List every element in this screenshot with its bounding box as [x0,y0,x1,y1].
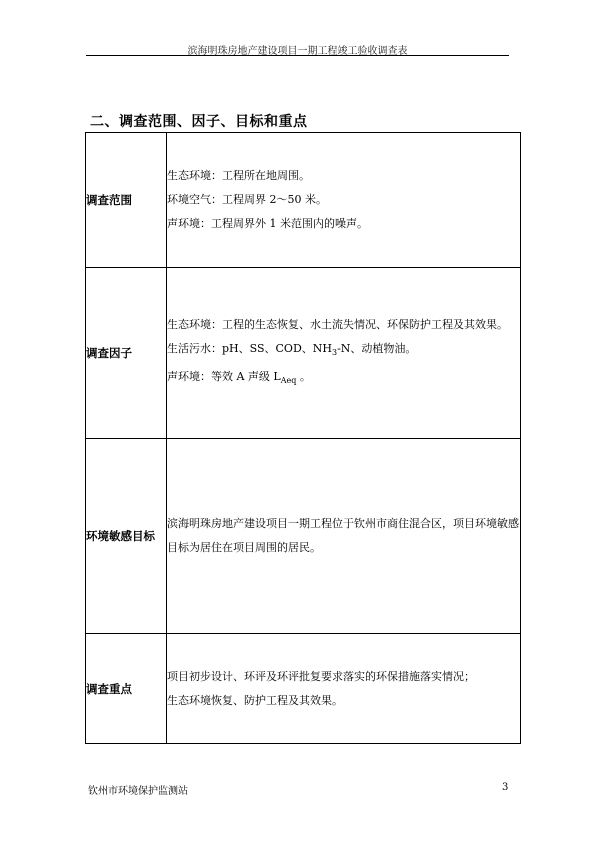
row-label: 调查范围 [86,133,167,268]
table-row [86,439,521,634]
section-title: 二、调查范围、因子、目标和重点 [90,114,308,130]
scope-line: 环境空气：工程周界 2～50 米。 [167,193,327,206]
page-header-title: 滨海明珠房地产建设项目一期工程竣工验收调查表 [187,46,408,57]
sensitive-target-text: 滨海明珠房地产建设项目一期工程位于钦州市商住混合区，项目环境敏感目标为居住在项目周围的居民。 [167,517,519,554]
table-row [86,268,521,439]
footer-org: 钦州市环境保护监测站 [88,786,188,797]
table-row [86,634,521,744]
survey-table [85,132,521,744]
scope-line: 生态环境：工程所在地周围。 [167,169,310,182]
row-content [167,439,521,634]
row-content [167,268,521,439]
row-label: 调查重点 [86,634,167,744]
factor-ecology: 生态环境：工程的生态恢复、水土流失情况、环保防护工程及其效果。 [167,317,508,331]
focus-line: 生态环境恢复、防护工程及其效果。 [167,693,343,707]
row-label: 环境敏感目标 [86,439,167,634]
factor-noise: 声环境：等效 A 声级 $L_{Aeq}$ 。 [167,370,311,386]
row-content [167,634,521,744]
focus-line: 项目初步设计、环评及环评批复要求落实的环保措施落实情况； [167,669,475,683]
factor-water: 生活污水：pH、SS、COD、$NH_3-N$、动植物油。 [167,341,417,357]
table-row [86,133,521,268]
row-label: 调查因子 [86,268,167,439]
header-rule [86,55,509,56]
page-number: 3 [502,782,509,793]
scope-line: 声环境：工程周界外 1 米范围内的噪声。 [167,217,368,230]
row-content [167,133,521,268]
